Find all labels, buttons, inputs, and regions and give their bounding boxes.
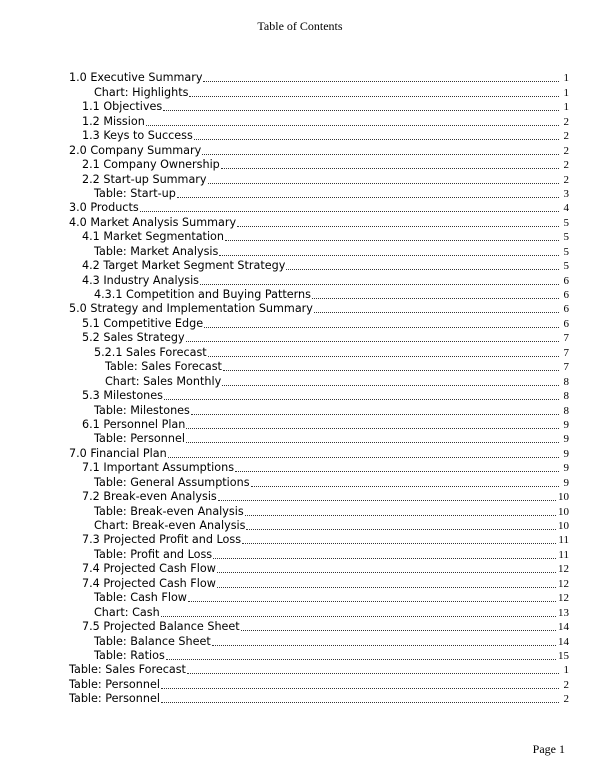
toc-entry-page: 6 [563,317,569,330]
toc-entry[interactable] [69,519,569,533]
toc-leader-dots [168,457,559,458]
toc-entry-label: 5.0 Strategy and Implementation Summary [69,302,313,316]
toc-leader-dots [204,327,559,328]
toc-entry-page: 2 [563,173,569,186]
page-number: Page 1 [532,742,565,756]
toc-leader-dots [161,688,559,689]
toc-entry-page: 5 [563,231,569,244]
toc-leader-dots [242,543,556,544]
toc-entry-label: Chart: Cash [94,605,160,619]
toc-entry-label: 1.3 Keys to Success [82,129,193,143]
toc-leader-dots [203,81,559,82]
toc-entry-page: 9 [563,418,569,431]
toc-leader-dots [146,125,559,126]
toc-leader-dots [164,399,559,400]
toc-entry-label: Table: Sales Forecast [69,663,186,677]
toc-entry[interactable] [69,244,569,258]
toc-entry-page: 6 [563,289,569,301]
toc-entry-label: 6.1 Personnel Plan [82,417,186,431]
toc-entry[interactable] [69,591,569,605]
toc-entry[interactable] [69,446,569,460]
toc-entry[interactable] [69,562,569,576]
toc-entry-label: 5.2.1 Sales Forecast [94,345,207,359]
toc-entry-label: 3.0 Products [69,201,139,215]
toc-entry-page: 9 [563,433,569,446]
toc-entry-page: 10 [558,505,569,518]
toc-entry-label: Table: Ratios [94,648,165,662]
toc-leader-dots [191,414,559,415]
toc-entry-label: 1.1 Objectives [82,100,163,114]
toc-leader-dots [166,659,556,660]
toc-entry-label: 4.2 Target Market Segment Strategy [82,259,286,273]
toc-entry-page: 6 [563,303,569,316]
toc-entry-label: Table: Personnel [94,432,185,446]
toc-entry-label: 5.2 Sales Strategy [82,331,185,345]
toc-leader-dots [186,341,559,342]
toc-entry[interactable] [69,215,569,229]
toc-leader-dots [221,168,559,169]
toc-entry[interactable] [69,143,569,157]
toc-leader-dots [237,226,559,227]
toc-entry[interactable] [69,302,569,316]
toc-entry[interactable] [69,273,569,287]
toc-entry-page: 2 [563,693,569,706]
toc-leader-dots [200,284,559,285]
toc-leader-dots [208,183,559,184]
toc-entry-label: Table: Sales Forecast [105,360,222,374]
toc-leader-dots [219,255,559,256]
toc-leader-dots [223,370,559,371]
toc-entry[interactable] [69,114,569,128]
toc-entry-label: Table: Personnel [69,677,160,691]
toc-entry[interactable] [69,461,569,475]
toc-entry-label: 7.1 Important Assumptions [82,461,235,475]
toc-entry-label: Chart: Sales Monthly [105,374,222,388]
toc-leader-dots [246,529,556,530]
toc-entry[interactable] [69,389,569,403]
toc-entry-page: 10 [558,491,569,504]
toc-entry[interactable] [69,259,569,273]
toc-entry[interactable] [69,403,569,417]
toc-leader-dots [212,645,556,646]
toc-entry-page: 12 [558,592,569,605]
toc-leader-dots [312,298,559,299]
toc-entry[interactable] [69,634,569,648]
toc-entry[interactable] [69,374,569,388]
toc-entry-label: Table: General Assumptions [94,475,250,489]
toc-entry[interactable] [69,158,569,172]
toc-entry[interactable] [69,100,569,114]
toc-entry[interactable] [69,230,569,244]
toc-leader-dots [314,312,559,313]
toc-entry-label: 7.5 Projected Balance Sheet [82,620,240,634]
toc-entry-label: 7.4 Projected Cash Flow [82,562,216,576]
toc-entry-page: 6 [563,274,569,287]
toc-entry-page: 11 [558,548,569,561]
toc-entry[interactable] [69,533,569,547]
toc-leader-dots [161,616,556,617]
toc-entry-label: Table: Cash Flow [94,591,187,605]
toc-entry[interactable] [69,677,569,691]
toc-entry-page: 12 [558,577,569,590]
toc-entry[interactable] [69,649,569,663]
toc-leader-dots [140,211,559,212]
toc-leader-dots [189,96,559,97]
toc-entry-label: Chart: Break-even Analysis [94,519,246,532]
toc-entry-label: Table: Profit and Loss [94,547,213,561]
toc-leader-dots [245,515,556,516]
toc-entry[interactable] [69,620,569,634]
toc-entry[interactable] [69,475,569,489]
toc-entry-page: 15 [558,649,569,662]
toc-leader-dots [251,486,559,487]
toc-entry[interactable] [69,360,569,374]
toc-entry-label: 7.4 Projected Cash Flow [82,576,216,590]
toc-entry-label: Table: Market Analysis [94,244,219,258]
toc-entry-page: 13 [558,606,569,619]
toc-entry[interactable] [69,432,569,446]
toc-entry-label: 7.3 Projected Profit and Loss [82,533,242,547]
toc-entry-page: 2 [563,678,569,691]
toc-entry[interactable] [69,692,569,706]
toc-entry[interactable] [69,71,569,85]
toc-entry[interactable] [69,316,569,330]
toc-entry[interactable] [69,331,569,345]
toc-entry-label: 1.2 Mission [82,114,145,128]
toc-entry-page: 5 [563,245,569,258]
toc-entry-label: 4.3 Industry Analysis [82,273,200,287]
toc-leader-dots [161,702,559,703]
toc-leader-dots [235,471,559,472]
toc-entry[interactable] [69,85,569,99]
toc-entry-label: 1.0 Executive Summary [69,71,203,85]
toc-leader-dots [213,558,556,559]
toc-leader-dots [188,601,556,602]
toc-entry-label: 4.1 Market Segmentation [82,230,224,244]
toc-entry-label: Table: Personnel [69,692,160,706]
toc-leader-dots [194,139,559,140]
toc-entry-label: Chart: Highlights [94,85,189,99]
toc-entry-label: Table: Balance Sheet [94,634,211,648]
toc-entry-label: 2.1 Company Ownership [82,158,220,172]
toc-entry-page: 1 [563,664,569,677]
toc-entry[interactable] [69,490,569,504]
toc-entry[interactable] [69,345,569,359]
toc-leader-dots [202,154,559,155]
toc-entry-page: 9 [563,447,569,460]
toc-leader-dots [222,385,559,386]
toc-entry-page: 4 [563,202,569,215]
toc-entry-page: 12 [558,563,569,576]
toc-entry-page: 14 [558,635,569,648]
toc-entry[interactable] [69,172,569,186]
toc-leader-dots [187,673,559,674]
toc-leader-dots [286,269,559,270]
toc-entry[interactable] [69,504,569,518]
toc-leader-dots [241,630,556,631]
toc-leader-dots [186,442,559,443]
toc-entry-page: 2 [563,159,569,172]
toc-entry-page: 1 [563,101,569,114]
toc-entry-label: 4.3.1 Competition and Buying Patterns [94,288,311,301]
toc-entry-page: 7 [563,361,569,374]
toc-entry-page: 2 [563,115,569,128]
toc-leader-dots [208,356,559,357]
toc-entry[interactable] [69,187,569,201]
toc-entry[interactable] [69,663,569,677]
toc-entry[interactable] [69,201,569,215]
toc-entry-page: 3 [563,187,569,200]
toc-entry-page: 10 [558,520,569,532]
toc-entry-page: 7 [563,346,569,359]
toc-entry-page: 5 [563,216,569,229]
toc-entry-label: 7.2 Break-even Analysis [82,490,217,504]
toc-entry-page: 8 [563,404,569,417]
toc-entry-page: 2 [563,144,569,157]
toc-entry-page: 8 [563,390,569,403]
toc-entry-label: Table: Break-even Analysis [94,504,244,518]
toc-entry-label: 5.3 Milestones [82,389,163,403]
toc-entry[interactable] [69,576,569,590]
toc-entry-page: 5 [563,260,569,273]
toc-entry[interactable] [69,129,569,143]
toc-entry-label: Table: Milestones [94,403,190,417]
toc-leader-dots [217,587,556,588]
toc-entry-page: 9 [563,462,569,475]
toc-entry[interactable] [69,418,569,432]
toc-entry[interactable] [69,605,569,619]
toc-entry-page: 8 [563,375,569,388]
toc-leader-dots [217,572,556,573]
toc-entry-page: 1 [563,86,569,99]
toc-entry-label: 7.0 Financial Plan [69,446,167,460]
toc-entry-page: 2 [563,130,569,143]
toc-leader-dots [177,197,559,198]
toc-entry-page: 9 [563,476,569,489]
table-of-contents [69,71,569,706]
toc-entry-page: 14 [558,621,569,634]
toc-entry-page: 11 [558,534,569,547]
toc-entry[interactable] [69,547,569,561]
toc-entry-label: 5.1 Competitive Edge [82,316,204,330]
toc-leader-dots [163,110,559,111]
toc-entry-label: 4.0 Market Analysis Summary [69,215,237,229]
toc-leader-dots [225,240,559,241]
toc-entry-label: Table: Start-up [94,186,176,200]
toc-entry-label: 2.2 Start-up Summary [82,172,207,186]
toc-leader-dots [186,428,559,429]
toc-entry[interactable] [69,288,569,302]
toc-entry-page: 7 [563,332,569,345]
toc-entry-label: 2.0 Company Summary [69,143,202,157]
toc-entry-page: 1 [563,72,569,85]
toc-leader-dots [218,500,556,501]
page-title: Table of Contents [257,19,343,33]
